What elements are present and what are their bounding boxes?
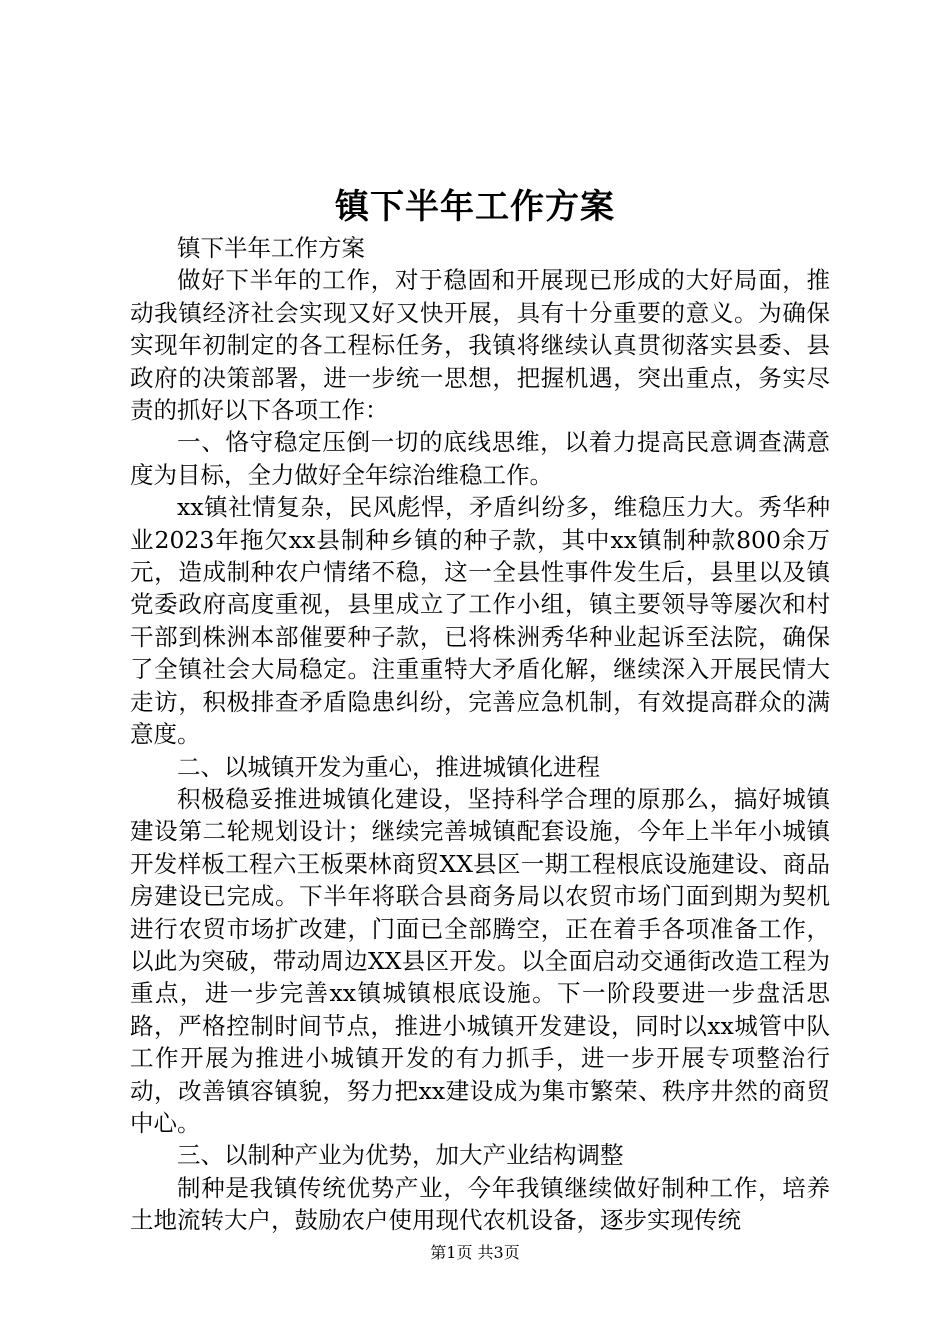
page-footer: 第1页 共3页 <box>430 1243 520 1262</box>
paragraph-urbanization: 积极稳妥推进城镇化建设，坚持科学合理的原那么，搞好城镇建设第二轮规划设计；继续完善城镇配套设施，今年上半年小城镇开发样板工程六王板栗林商贸XX县区一期工程根底设施建设、商品房建设已完成。下半年将联合县商务局以农贸市场门面到期为契机进行农贸市场扩改建，门面已全部腾空，正在着手各项准备工作，以此为突破，带动周边XX县区开发。以全面启动交通街改造工程为重点，进一步完善xx镇城镇根底设施。下一阶段要进一步盘活思路，严格控制时间节点，推进小城镇开发建设，同时以xx城管中队工作开展为推进小城镇开发的有力抓手，进一步开展专项整治行动，改善镇容镇貌，努力把xx建设成为集市繁荣、秩序井然的商贸中心。 <box>130 784 830 1137</box>
paragraph-subtitle: 镇下半年工作方案 <box>177 234 365 262</box>
document-title: 镇下半年工作方案 <box>335 187 615 227</box>
section-heading-1: 一、恪守稳定压倒一切的底线思维，以着力提高民意调查满意度为目标，全力做好全年综治维稳工作。 <box>130 428 830 489</box>
paragraph-intro: 做好下半年的工作，对于稳固和开展现已形成的大好局面，推动我镇经济社会实现又好又快开展，具有十分重要的意义。为确保实现年初制定的各工程标任务，我镇将继续认真贯彻落实县委、县政府的决策部署，进一步统一思想，把握机遇，突出重点，务实尽责的抓好以下各项工作： <box>130 266 830 425</box>
paragraph-seed-industry: 制种是我镇传统优势产业，今年我镇继续做好制种工作，培养土地流转大户，鼓励农户使用现代农机设备，逐步实现传统 <box>130 1173 830 1235</box>
section-heading-2: 二、以城镇开发为重心，推进城镇化进程 <box>177 752 600 781</box>
document-body <box>130 232 830 1237</box>
section-heading-3: 三、以制种产业为优势，加大产业结构调整 <box>177 1141 624 1170</box>
paragraph-stability: xx镇社情复杂，民风彪悍，矛盾纠纷多，维稳压力大。秀华种业2023年拖欠xx县制种乡镇的种子款，其中xx镇制种款800余万元，造成制种农户情绪不稳，这一全县性事件发生后，县里以及镇党委政府高度重视，县里成立了工作小组，镇主要领导等屡次和村干部到株洲本部催要种子款，已将株洲秀华种业起诉至法院，确保了全镇社会大局稳定。注重重特大矛盾化解，继续深入开展民情大走访，积极排查矛盾隐患纠纷，完善应急机制，有效提高群众的满意度。 <box>130 493 830 749</box>
